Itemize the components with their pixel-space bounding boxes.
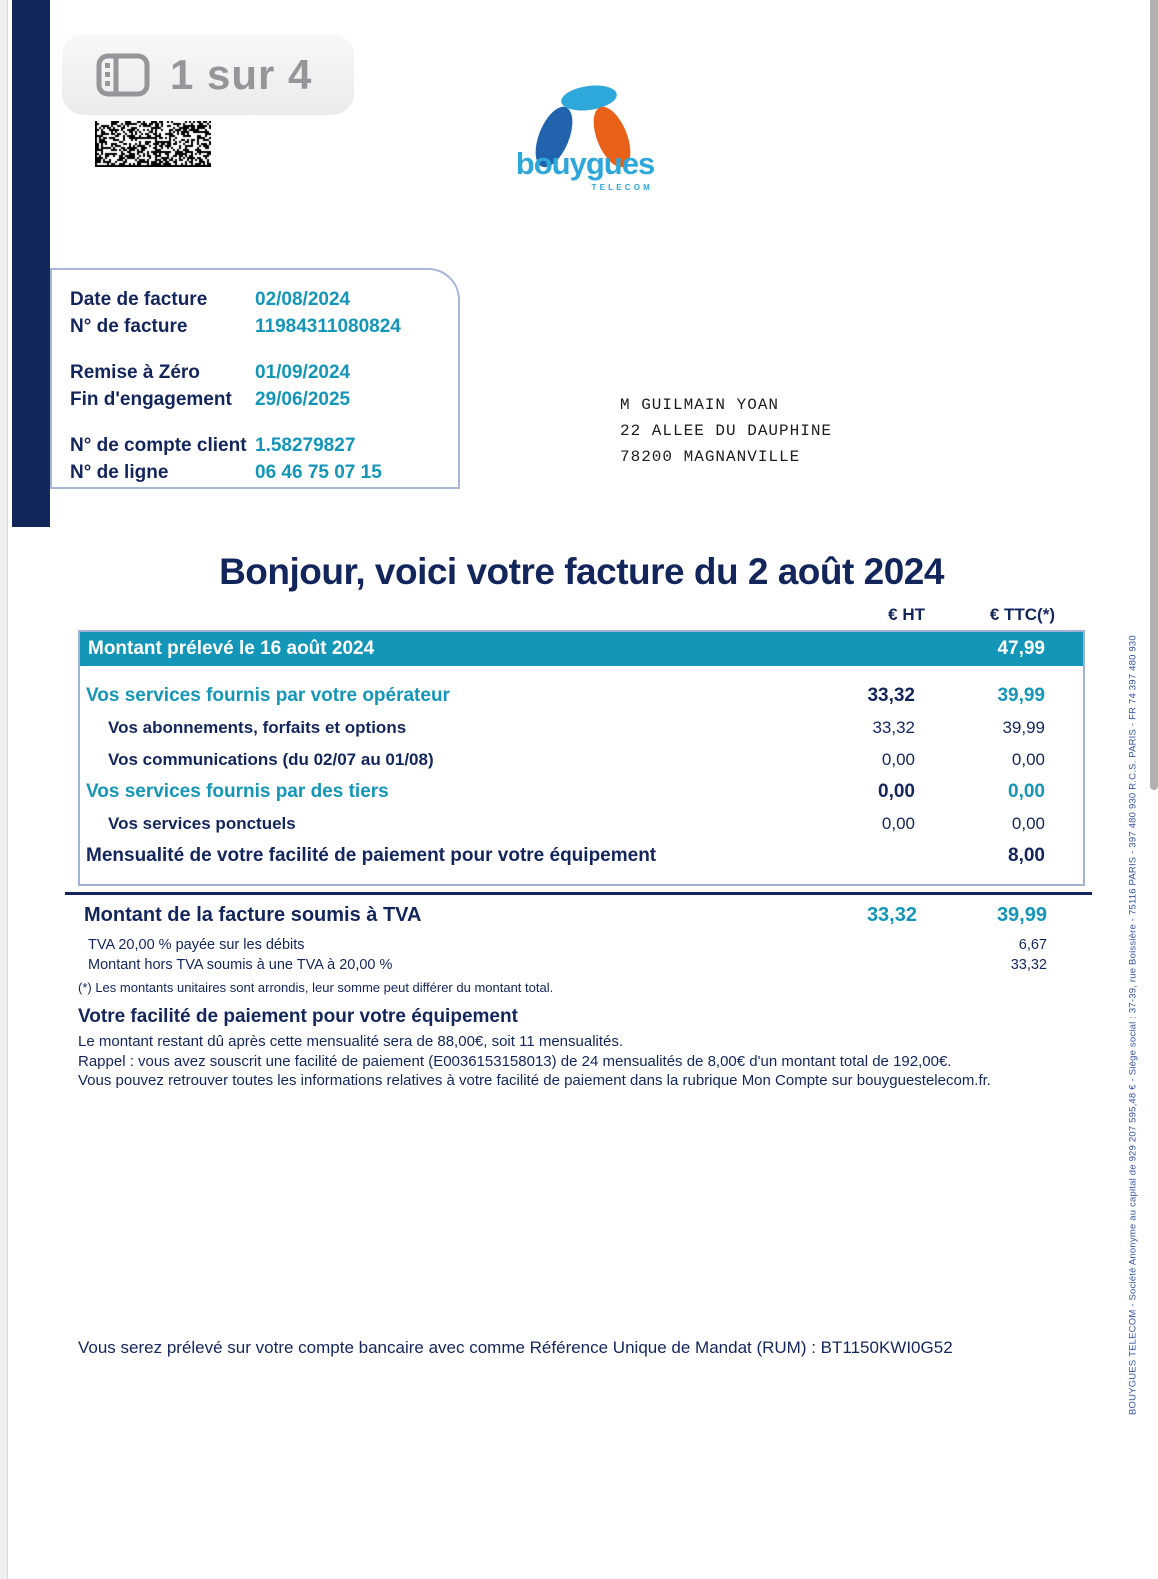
table-row (80, 776, 1083, 808)
facility-paragraph (78, 1032, 1085, 1091)
info-value: 06 46 75 07 15 (255, 461, 382, 483)
debit-banner-label: Montant prélevé le 16 août 2024 (88, 638, 375, 659)
tva-row-ttc: 6,67 (1018, 937, 1047, 953)
info-row (70, 432, 458, 459)
row-label: Vos services fournis par votre opérateur (86, 685, 450, 706)
info-row (70, 459, 458, 486)
info-label: Date de facture (70, 288, 208, 310)
col-header-ht: € HT (888, 605, 925, 624)
barcode (95, 121, 211, 167)
table-row (80, 808, 1083, 840)
info-label: Remise à Zéro (70, 361, 200, 383)
row-ttc: 0,00 (1011, 750, 1045, 769)
vertical-scrollbar[interactable] (1150, 0, 1158, 790)
row-label: Vos services fournis par des tiers (86, 781, 389, 802)
page-title: Bonjour, voici votre facture du 2 août 2024 (219, 551, 944, 592)
info-value: 11984311080824 (255, 315, 401, 337)
row-ht: 33,32 (867, 685, 915, 706)
tva-row (78, 955, 1085, 975)
info-label: N° de ligne (70, 461, 169, 483)
table-row (80, 680, 1083, 712)
row-ttc: 0,00 (1008, 781, 1045, 802)
facility-line: Le montant restant dû après cette mensualité sera de 88,00€, soit 11 mensualités. (78, 1033, 624, 1050)
info-row (70, 359, 458, 386)
info-label: N° de compte client (70, 434, 247, 456)
info-value: 01/09/2024 (255, 361, 351, 383)
invoice-info-rows (70, 286, 458, 486)
info-value: 02/08/2024 (255, 288, 351, 310)
recipient-line: 78200 MAGNANVILLE (620, 448, 801, 466)
tva-total-row (78, 895, 1085, 935)
bouygues-logo (505, 80, 665, 200)
info-row (70, 313, 458, 340)
info-row (70, 386, 458, 413)
row-ttc: 0,00 (1011, 814, 1045, 833)
row-label: Vos communications (du 02/07 au 01/08) (108, 750, 434, 769)
facility-line: Vous pouvez retrouver toutes les informations relatives à votre facilité de paiement dans la rubrique Mon Compte sur bouyguestelecom.fr. (78, 1072, 991, 1089)
logo-wordmark-sub: TELECOM (591, 183, 653, 192)
tva-row-label: Montant hors TVA soumis à une TVA à 20,00 % (88, 957, 393, 973)
navy-side-band (12, 0, 50, 527)
tva-row-label: TVA 20,00 % payée sur les débits (88, 937, 305, 953)
invoice-info-box (50, 268, 460, 489)
row-ttc: 39,99 (1002, 718, 1045, 737)
debit-banner-amount: 47,99 (997, 638, 1045, 659)
tva-total-ttc: 39,99 (996, 903, 1047, 926)
info-value: 29/06/2025 (255, 388, 351, 410)
debit-banner (80, 632, 1083, 666)
row-ht: 0,00 (881, 750, 915, 769)
page-indicator-label: 1 sur 4 (170, 50, 313, 98)
logo-wordmark: bouygues (515, 146, 655, 181)
tva-row (78, 935, 1085, 955)
amount-column-headers (78, 602, 1085, 628)
mandate-line: Vous serez prélevé sur votre compte bancaire avec comme Référence Unique de Mandat (RUM) : BT1150KWI0G52 (78, 1338, 953, 1357)
facility-heading: Votre facilité de paiement pour votre équipement (78, 1006, 518, 1027)
recipient-address (620, 392, 832, 470)
row-ht: 33,32 (872, 718, 915, 737)
row-ttc: 8,00 (1008, 845, 1045, 866)
col-header-ttc: € TTC(*) (989, 605, 1055, 624)
amount-rows (80, 666, 1083, 884)
recipient-line: M GUILMAIN YOAN (620, 396, 780, 414)
rounding-footnote: (*) Les montants unitaires sont arrondis, leur somme peut différer du montant total. (78, 980, 554, 995)
table-row (80, 840, 1083, 872)
row-ttc: 39,99 (997, 685, 1045, 706)
info-value: 1.58279827 (255, 434, 356, 456)
row-ht: 0,00 (881, 814, 915, 833)
row-label: Vos abonnements, forfaits et options (108, 718, 407, 737)
table-row (80, 744, 1083, 776)
facility-line: Rappel : vous avez souscrit une facilité de paiement (E0036153158013) de 24 mensualités de 8,00€ d'un montant total de 192,00€. (78, 1052, 952, 1070)
invoice-body (78, 550, 1085, 1091)
row-label: Mensualité de votre facilité de paiement pour votre équipement (86, 845, 657, 866)
info-row (70, 286, 458, 313)
page-indicator-pill[interactable] (62, 34, 354, 115)
amounts-table (78, 630, 1085, 886)
page-left-edge (0, 0, 8, 1579)
tva-total-ht: 33,32 (866, 903, 917, 926)
info-label: Fin d'engagement (70, 388, 232, 410)
row-ht: 0,00 (878, 781, 915, 802)
table-row (80, 712, 1083, 744)
tva-detail-rows (78, 935, 1085, 975)
legal-sidebar-text: BOUYGUES TELECOM - Société Anonyme au capital de 929 207 595,48 € - Siège social : 37-39, rue Boissière - 75116 PARIS - 397 480 930 R.C.S. PARIS - FR 74 397 480 930 (1127, 635, 1139, 1416)
tva-total-label: Montant de la facture soumis à TVA (84, 903, 422, 926)
recipient-line: 22 ALLEE DU DAUPHINE (620, 422, 833, 440)
row-label: Vos services ponctuels (108, 814, 296, 833)
sidebar-toggle-icon (96, 53, 150, 97)
tva-row-ttc: 33,32 (1010, 957, 1047, 973)
info-label: N° de facture (70, 315, 188, 337)
